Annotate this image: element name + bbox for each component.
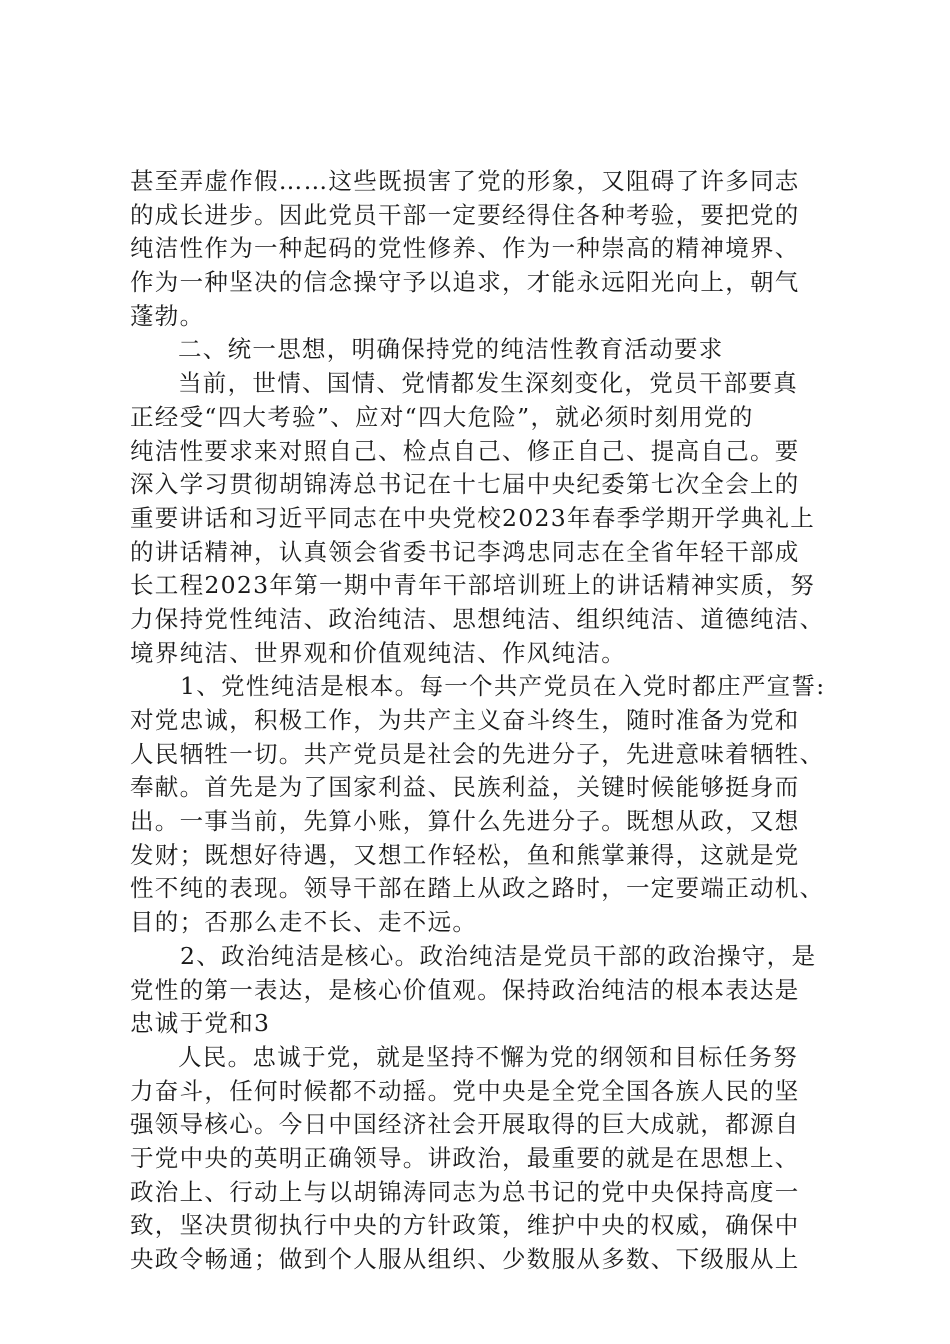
text-line: 的讲话精神，认真领会省委书记李鸿忠同志在全省年轻干部成 (130, 537, 800, 566)
text-line: 对党忠诚，积极工作，为共产主义奋斗终生，随时准备为党和 (130, 706, 800, 734)
text-line: 于党中央的英明正确领导。讲政治，最重要的就是在思想上、 (130, 1143, 800, 1172)
text-line: 致，坚决贯彻执行中央的方针政策，维护中央的权威，确保中 (130, 1211, 800, 1240)
text-line: 发财；既想好待遇，又想工作轻松，鱼和熊掌兼得，这就是党 (130, 840, 800, 869)
text-line: 忠诚于党和3 (130, 1009, 271, 1038)
text-line: 深入学习贯彻胡锦涛总书记在十七届中央纪委第七次全会上的 (130, 470, 800, 499)
text-line: 出。一事当前，先算小账，算什么先进分子。既想从政，又想 (130, 807, 800, 836)
text-line: 党性的第一表达，是核心价值观。保持政治纯洁的根本表达是 (130, 975, 800, 1004)
text-line: 目的；否那么走不长、走不远。 (130, 908, 478, 937)
text-line: 1、党性纯洁是根本。每一个共产党员在入党时都庄严宣誓: (180, 672, 826, 701)
section-heading: 二、统一思想，明确保持党的纯洁性教育活动要求 (178, 335, 724, 364)
text-line: 2、政治纯洁是核心。政治纯洁是党员干部的政治操守，是 (180, 941, 817, 970)
text-line: 甚至弄虚作假……这些既损害了党的形象，又阻碍了许多同志 (130, 167, 800, 195)
document-body (130, 165, 830, 1277)
text-line: 境界纯洁、世界观和价值观纯洁、作风纯洁。 (130, 638, 626, 667)
text-line: 强领导核心。今日中国经济社会开展取得的巨大成就，都源自 (130, 1110, 800, 1139)
text-line: 奉献。首先是为了国家利益、民族利益，关键时候能够挺身而 (130, 773, 800, 802)
text-line: 力奋斗，任何时候都不动摇。党中央是全党全国各族人民的坚 (130, 1076, 800, 1105)
text-line: 蓬勃。 (130, 301, 205, 330)
text-line: 当前，世情、国情、党情都发生深刻变化，党员干部要真 (178, 369, 798, 398)
text-line: 力保持党性纯洁、政治纯洁、思想纯洁、组织纯洁、道德纯洁、 (130, 604, 825, 633)
text-line: 正经受“四大考验”、应对“四大危险”，就必须时刻用党的 (130, 402, 754, 431)
text-line: 人民。忠诚于党，就是坚持不懈为党的纲领和目标任务努 (178, 1042, 798, 1071)
text-line: 重要讲话和习近平同志在中央党校2023年春季学期开学典礼上 (130, 503, 816, 532)
text-line: 央政令畅通；做到个人服从组织、少数服从多数、下级服从上 (130, 1245, 800, 1273)
text-line: 的成长进步。因此党员干部一定要经得住各种考验，要把党的 (130, 200, 800, 229)
text-line: 长工程2023年第一期中青年干部培训班上的讲话精神实质，努 (130, 571, 816, 600)
text-line: 人民牺牲一切。共产党员是社会的先进分子，先进意味着牺牲、 (130, 739, 825, 768)
text-line: 纯洁性作为一种起码的党性修养、作为一种崇高的精神境界、 (130, 234, 800, 263)
text-line: 政治上、行动上与以胡锦涛同志为总书记的党中央保持高度一 (130, 1177, 800, 1206)
text-line: 纯洁性要求来对照自己、检点自己、修正自己、提高自己。要 (130, 436, 800, 465)
text-line: 作为一种坚决的信念操守予以追求，才能永远阳光向上，朝气 (130, 268, 800, 297)
text-line: 性不纯的表现。领导干部在踏上从政之路时，一定要端正动机、 (130, 874, 825, 903)
